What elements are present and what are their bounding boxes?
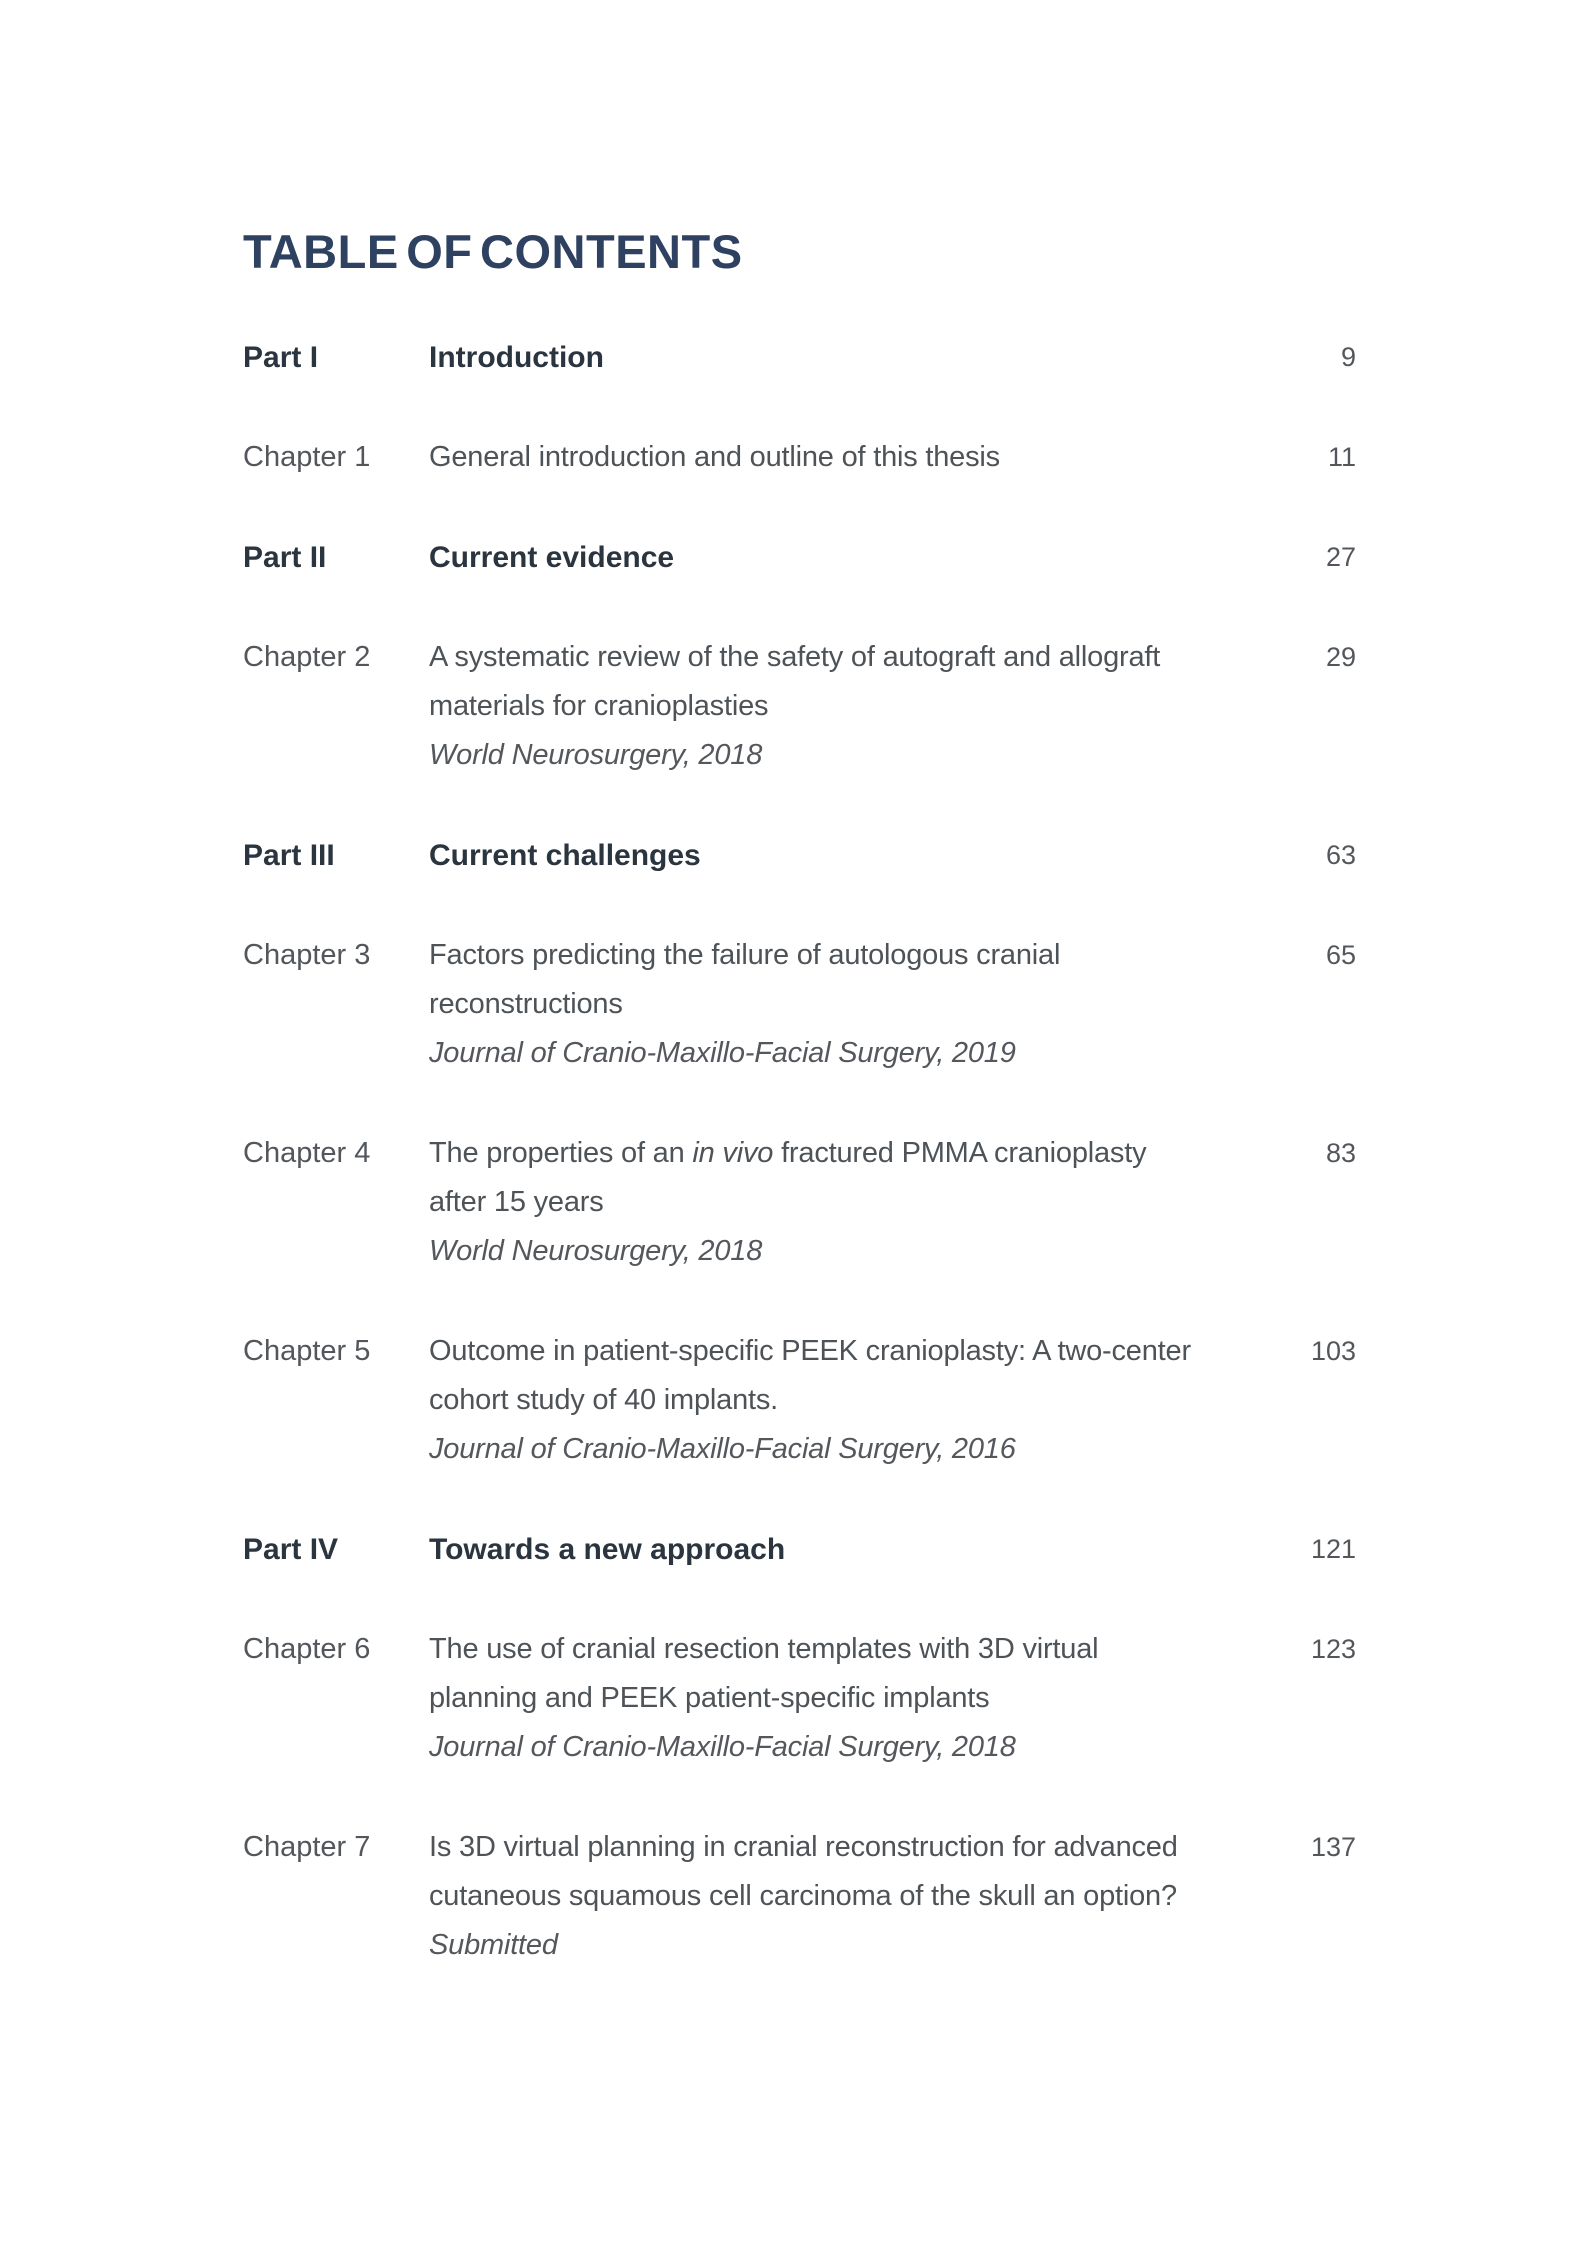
toc-entry-title-line: A systematic review of the safety of autograft and allograft	[429, 641, 1161, 673]
toc-entry-part-2	[243, 533, 1356, 582]
toc-entry-page: 123	[1310, 1634, 1356, 1664]
toc-entry-title: Introduction	[429, 341, 604, 374]
toc-entry-journal: Journal of Cranio-Maxillo-Facial Surgery, 2019	[429, 1037, 1016, 1069]
toc-entry-journal: Submitted	[429, 1929, 558, 1961]
toc-entry-page: 27	[1325, 542, 1356, 572]
table-of-contents	[243, 333, 1356, 1970]
toc-entry-page: 29	[1325, 642, 1356, 672]
toc-entry-page: 9	[1340, 342, 1356, 372]
toc-entry-journal: Journal of Cranio-Maxillo-Facial Surgery, 2016	[429, 1433, 1016, 1465]
toc-entry-page: 137	[1310, 1832, 1356, 1862]
toc-entry-title-line: The use of cranial resection templates with 3D virtual	[429, 1633, 1099, 1665]
toc-entry-title-line: Outcome in patient-specific PEEK cranioplasty: A two-center	[429, 1335, 1191, 1367]
toc-entry-title-line: after 15 years	[429, 1186, 604, 1218]
toc-entry-title-line: Factors predicting the failure of autologous cranial	[429, 939, 1061, 971]
toc-entry-title: Current challenges	[429, 839, 701, 872]
toc-entry-title-line: cutaneous squamous cell carcinoma of the skull an option?	[429, 1880, 1177, 1912]
toc-entry-chapter-2	[243, 633, 1356, 780]
toc-entry-title-line	[429, 1129, 1284, 1178]
toc-entry-page: 121	[1310, 1534, 1356, 1564]
toc-entry-title-line: materials for cranioplasties	[429, 690, 769, 722]
toc-entry-title-line: reconstructions	[429, 988, 623, 1020]
toc-entry-chapter-5	[243, 1327, 1356, 1474]
toc-entry-title: Towards a new approach	[429, 1533, 786, 1566]
toc-entry-chapter-1	[243, 433, 1356, 482]
toc-entry-chapter-4	[243, 1129, 1356, 1276]
toc-entry-chapter-6	[243, 1625, 1356, 1772]
page-title: TABLE OF CONTENTS	[243, 225, 743, 278]
toc-entry-title	[429, 633, 1284, 780]
toc-entry-title-line: Is 3D virtual planning in cranial reconstruction for advanced	[429, 1831, 1178, 1863]
toc-entry-title	[429, 931, 1284, 1078]
toc-entry-label: Chapter 1	[243, 441, 371, 473]
toc-entry-label: Part III	[243, 839, 335, 872]
toc-entry-label: Chapter 7	[243, 1831, 371, 1863]
toc-entry-title	[429, 1327, 1284, 1474]
toc-entry-title-text: fractured PMMA cranioplasty	[773, 1137, 1147, 1169]
toc-entry-title-line: General introduction and outline of this thesis	[429, 441, 1000, 473]
toc-entry-part-3	[243, 831, 1356, 880]
toc-entry-chapter-3	[243, 931, 1356, 1078]
toc-entry-part-1	[243, 333, 1356, 382]
toc-entry-title-line: cohort study of 40 implants.	[429, 1384, 779, 1416]
toc-entry-label: Chapter 4	[243, 1137, 371, 1169]
toc-entry-page: 63	[1325, 840, 1356, 870]
toc-entry-label: Chapter 3	[243, 939, 371, 971]
toc-entry-title-italic-text: in vivo	[692, 1137, 774, 1169]
toc-entry-label: Part IV	[243, 1533, 339, 1566]
toc-entry-journal: World Neurosurgery, 2018	[429, 739, 763, 771]
toc-entry-label: Part I	[243, 341, 319, 374]
toc-entry-label: Part II	[243, 541, 327, 574]
toc-entry-journal: Journal of Cranio-Maxillo-Facial Surgery, 2018	[429, 1731, 1016, 1763]
toc-entry-title: Current evidence	[429, 541, 675, 574]
toc-entry-title	[429, 1625, 1284, 1772]
toc-entry-page: 11	[1327, 442, 1356, 472]
toc-entry-label: Chapter 6	[243, 1633, 371, 1665]
toc-entry-title	[429, 433, 1284, 482]
toc-entry-page: 83	[1325, 1138, 1356, 1168]
toc-entry-chapter-7	[243, 1823, 1356, 1970]
toc-entry-journal: World Neurosurgery, 2018	[429, 1235, 763, 1267]
toc-entry-page: 65	[1325, 940, 1356, 970]
toc-entry-part-4	[243, 1525, 1356, 1574]
toc-entry-page: 103	[1310, 1336, 1356, 1366]
toc-entry-label: Chapter 5	[243, 1335, 371, 1367]
toc-entry-title	[429, 1129, 1284, 1276]
toc-entry-title-text: The properties of an	[429, 1137, 693, 1169]
toc-entry-title-line: planning and PEEK patient-specific implants	[429, 1682, 990, 1714]
toc-entry-label: Chapter 2	[243, 641, 371, 673]
toc-entry-title	[429, 1823, 1284, 1970]
